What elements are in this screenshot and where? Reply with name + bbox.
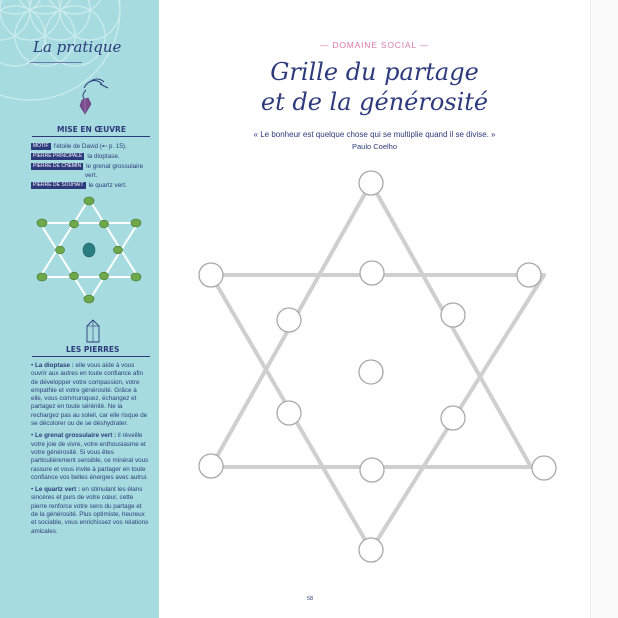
- stone-position-circle: [360, 458, 384, 482]
- stone-paragraph-quartz: • Le quartz vert : en stimulant les élans sincères et purs de votre cœur, cette pierre renforce votre sens du partage et de la générosité. Plus optimiste, heureux et sociable, vous enrichissez vos relations amicales.: [31, 486, 149, 535]
- hand-holding-crystal-icon: [72, 74, 116, 122]
- stone-position-circle: [532, 456, 556, 480]
- crystal-icon: [83, 318, 103, 346]
- stone-name: Le quartz vert :: [34, 486, 81, 494]
- main-page: [159, 0, 590, 618]
- stone-paragraph-grenat: • Le grenat grossulaire vert : il réveille votre joie de vivre, votre enthousiasme et votre générosité. Si vous êtes particulièrement sensible, ce minéral vous rassure et vous invite à partager en toute confiance vos belles énergies avec autrui.: [31, 432, 149, 481]
- setup-value: le grenat grossulaire: [86, 163, 144, 170]
- setup-heading-divider: [32, 136, 150, 137]
- setup-row-path-stone-continued: [85, 171, 97, 180]
- setup-value: la dioptase.: [87, 153, 120, 160]
- stone-position-circle: [359, 538, 383, 562]
- quote: « Le bonheur est quelque chose qui se multiplie quand il se divise. »: [253, 130, 496, 139]
- stone-paragraph-dioptase: • La dioptase : elle vous aide à vous ouvrir aux autres en toute confiance afin de développer votre compassion, votre empathie et votre générosité. Grâce à elle, vous communiquez, échangez et partagez en toute sérénité. Ne la rechargez pas au soleil, car elle risque de se décolorer ou de se déshydrater.: [31, 362, 148, 428]
- stone-position-circle: [517, 263, 541, 287]
- stone-description: elle vous aide à vous ouvrir aux autres en toute confiance afin de développer votre compassion, votre empathie et votre générosité. Grâce à elle, vous communiquez, échangez et partagez en toute sérénité. Ne la rechargez pas au soleil, car elle risque de se décolorer ou de se déshydrater.: [31, 362, 148, 428]
- stone-position-circle: [359, 171, 383, 195]
- stones-heading-divider: [32, 356, 150, 357]
- stone-position-circle: [441, 303, 465, 327]
- stone-description: en stimulant les élans sincères et purs de votre cœur, cette pierre renforce votre sens du partage et de la générosité. Plus optimiste, heureux et sociable, vous enrichissez vos relations amicales.: [31, 486, 149, 535]
- stone-position-circle: [199, 454, 223, 478]
- stone-position-circle: [360, 261, 384, 285]
- page-title-line-1: Grille du partage: [270, 58, 479, 86]
- domain-label: — DOMAINE SOCIAL —: [319, 40, 430, 50]
- section-title: La pratique: [33, 38, 122, 56]
- stone-position-circle: [277, 401, 301, 425]
- stone-name: La dioptase :: [34, 362, 74, 369]
- setup-value: vert.: [85, 172, 98, 179]
- stone-position-circle: [441, 406, 465, 430]
- facing-page-edge: [590, 0, 618, 618]
- setup-tag: PIERRE PRINCIPALE: [33, 152, 83, 159]
- stones-description: [31, 362, 149, 540]
- section-title-underline: [30, 62, 82, 63]
- page-number: 58: [306, 596, 314, 602]
- stone-description: il réveille votre joie de vivre, votre enthousiasme et votre générosité. Si vous êtes particulièrement sensible, ce minéral vous rassure et vous invite à partager en toute confiance vos belles énergies avec autrui.: [31, 432, 149, 481]
- setup-value: le quartz vert.: [88, 182, 127, 189]
- setup-row-path-stone: [31, 162, 143, 171]
- page-title-line-2: et de la générosité: [260, 88, 489, 116]
- setup-heading: MISE EN ŒUVRE: [57, 125, 126, 134]
- setup-tag: MOTIF: [33, 142, 49, 149]
- stone-position-circle: [359, 360, 383, 384]
- setup-value: l’étoile de David (➸ p. 15).: [53, 143, 127, 150]
- setup-row-motif: [31, 142, 127, 151]
- mini-star-grid-photo: [34, 193, 144, 307]
- stone-position-circle: [277, 308, 301, 332]
- stones-heading: LES PIERRES: [66, 345, 120, 354]
- stone-name: Le grenat grossulaire vert :: [34, 432, 117, 440]
- setup-tag: PIERRE DE CHEMIN: [33, 162, 82, 169]
- setup-row-wish-stone: [31, 181, 127, 190]
- quote-author: Paulo Coelho: [351, 142, 398, 151]
- setup-tag: PIERRE DE SOUHAIT: [33, 181, 84, 188]
- star-of-david-grid: [159, 0, 590, 618]
- sidebar: [0, 0, 159, 618]
- stone-position-circle: [199, 263, 223, 287]
- setup-row-main-stone: [31, 152, 120, 161]
